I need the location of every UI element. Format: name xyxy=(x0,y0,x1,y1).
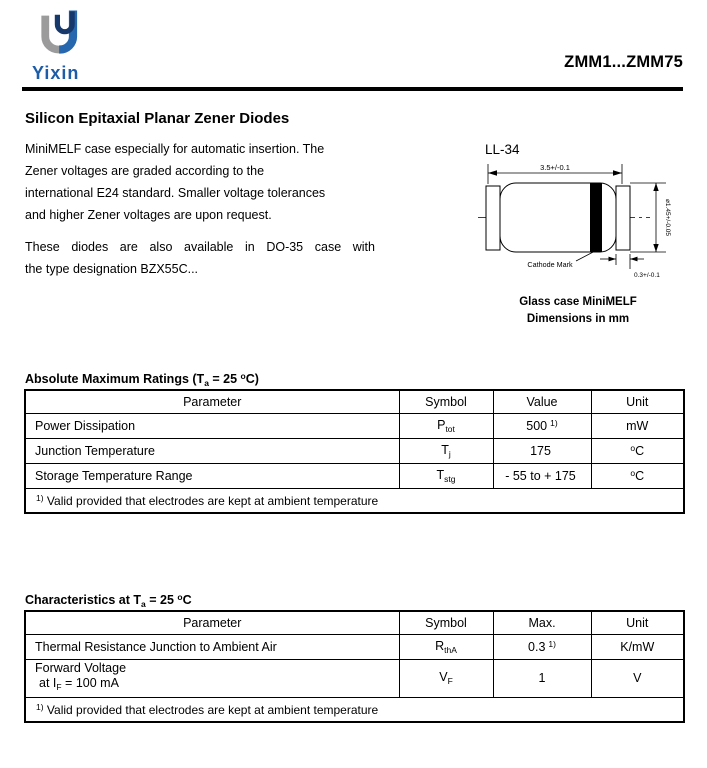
symbol-sub: j xyxy=(448,448,451,459)
value-footnote-marker: 1) xyxy=(550,418,558,428)
cathode-band xyxy=(590,183,602,252)
unit-cell xyxy=(591,634,684,659)
symbol-sub: F xyxy=(447,676,453,686)
characteristics-header-max: Max. xyxy=(493,611,591,634)
intro-p1-line1: MiniMELF case especially for automatic insertion. The xyxy=(25,142,325,156)
characteristics-header-parameter: Parameter xyxy=(25,611,399,634)
table-row xyxy=(25,438,684,463)
value-text: 0.3 xyxy=(528,640,546,654)
value-footnote-marker: 1) xyxy=(548,639,556,649)
left-end-cap xyxy=(486,186,500,250)
footnote-row xyxy=(25,697,684,722)
ratings-title-mid: = 25 xyxy=(208,372,241,386)
ratings-header-parameter: Parameter xyxy=(25,390,399,413)
characteristics-header-symbol: Symbol xyxy=(399,611,493,634)
unit-text: V xyxy=(633,671,642,685)
header-rule xyxy=(22,87,683,91)
unit-text: C xyxy=(635,469,645,483)
symbol-sub: stg xyxy=(444,473,456,484)
symbol-cell xyxy=(399,438,493,463)
characteristics-header-unit: Unit xyxy=(591,611,684,634)
characteristics-title-sup: o xyxy=(177,592,183,602)
ratings-title-post: C) xyxy=(245,372,259,386)
ratings-section-title xyxy=(25,371,259,390)
u-logo-icon xyxy=(34,6,86,60)
company-logo xyxy=(34,6,104,84)
symbol-cell xyxy=(399,413,493,438)
characteristics-title-text: Characteristics at T xyxy=(25,593,142,607)
doc-title: ZMM1...ZMM75 xyxy=(564,53,683,71)
unit-sup: o xyxy=(630,443,636,453)
intro-paragraph-1 xyxy=(25,138,375,226)
unit-cell xyxy=(591,413,684,438)
value-text: - 55 to + 175 xyxy=(505,469,576,483)
ratings-header-unit: Unit xyxy=(591,390,684,413)
parameter-cell: Power Dissipation xyxy=(25,413,399,438)
package-caption xyxy=(478,294,678,328)
unit-cell xyxy=(591,463,684,488)
band-dimension-label: 0.3+/-0.1 xyxy=(634,272,660,279)
value-cell xyxy=(493,634,591,659)
unit-text: K/mW xyxy=(620,639,655,654)
symbol-sub: tot xyxy=(445,423,455,434)
value-cell xyxy=(493,438,591,463)
ratings-title-sup: o xyxy=(240,371,246,381)
parameter-line1: Forward Voltage xyxy=(35,661,127,675)
table-footnote xyxy=(25,697,684,722)
table-row xyxy=(25,463,684,488)
intro-paragraph-2 xyxy=(25,236,375,280)
ratings-header-symbol: Symbol xyxy=(399,390,493,413)
intro-p2-line2: the type designation BZX55C... xyxy=(25,262,199,276)
characteristics-table xyxy=(24,610,685,723)
symbol-base: T xyxy=(436,467,445,482)
unit-cell xyxy=(591,438,684,463)
characteristics-section-title xyxy=(25,592,192,611)
symbol-base: V xyxy=(439,670,448,684)
parameter-cell: Thermal Resistance Junction to Ambient Air xyxy=(25,634,399,659)
value-cell xyxy=(493,659,591,697)
parameter-line2 xyxy=(35,676,399,695)
value-cell xyxy=(493,413,591,438)
right-end-cap xyxy=(616,186,630,250)
table-footnote xyxy=(25,488,684,513)
symbol-cell xyxy=(399,634,493,659)
characteristics-title-sub: a xyxy=(141,599,146,609)
ratings-table xyxy=(24,389,685,514)
footnote-row xyxy=(25,488,684,513)
table-row xyxy=(25,659,684,697)
symbol-base: T xyxy=(441,442,449,457)
package-caption-line2: Dimensions in mm xyxy=(526,313,630,325)
symbol-cell xyxy=(399,659,493,697)
symbol-sub: thA xyxy=(444,644,457,655)
value-text: 1 xyxy=(538,671,546,685)
package-caption-line1: Glass case MiniMELF xyxy=(519,296,637,308)
parameter-cell: Junction Temperature xyxy=(25,438,399,463)
ratings-title-text: Absolute Maximum Ratings (T xyxy=(25,372,205,386)
table-row xyxy=(25,634,684,659)
diameter-dimension-label: ⌀1.45+/-0.05 xyxy=(664,199,671,236)
characteristics-title-post: C xyxy=(182,593,192,607)
symbol-cell xyxy=(399,463,493,488)
cathode-mark-label: Cathode Mark xyxy=(527,260,573,269)
package-name: LL-34 xyxy=(485,142,520,157)
parameter-line2-pre: at I xyxy=(39,676,57,690)
characteristics-header-row xyxy=(25,611,684,634)
length-dimension-label: 3.5+/-0.1 xyxy=(540,163,570,172)
value-text: 175 xyxy=(530,444,551,458)
footnote-marker: 1) xyxy=(36,701,44,712)
parameter-line2-sub: F xyxy=(56,682,62,692)
value-text: 500 xyxy=(526,419,548,433)
unit-cell xyxy=(591,659,684,697)
ratings-title-sub: a xyxy=(204,378,209,388)
logo-text: Yixin xyxy=(32,63,80,83)
package-drawing xyxy=(478,159,694,287)
unit-sup: o xyxy=(630,468,636,478)
intro-p2-line1: These diodes are also available in DO-35 case with xyxy=(25,240,375,254)
parameter-cell: Storage Temperature Range xyxy=(25,463,399,488)
footnote-marker: 1) xyxy=(36,492,44,503)
ratings-header-row xyxy=(25,390,684,413)
unit-text: mW xyxy=(626,419,649,433)
footnote-text: Valid provided that electrodes are kept at ambient temperature xyxy=(46,702,379,717)
parameter-cell xyxy=(25,659,399,697)
intro-p1-line3: international E24 standard. Smaller voltage tolerances xyxy=(25,186,326,200)
package-diagram xyxy=(478,142,694,328)
table-row xyxy=(25,413,684,438)
unit-text: C xyxy=(635,444,645,458)
intro-p1-line4: and higher Zener voltages are upon request. xyxy=(25,208,272,222)
footnote-text: Valid provided that electrodes are kept at ambient temperature xyxy=(46,493,379,508)
page-heading: Silicon Epitaxial Planar Zener Diodes xyxy=(25,110,290,127)
ratings-header-value: Value xyxy=(493,390,591,413)
intro-p1-line2: Zener voltages are graded according to the xyxy=(25,164,265,178)
symbol-base: P xyxy=(437,417,446,432)
value-cell xyxy=(493,463,591,488)
symbol-base: R xyxy=(435,638,445,653)
characteristics-title-mid: = 25 xyxy=(145,593,178,607)
parameter-line2-post: = 100 mA xyxy=(61,676,119,690)
